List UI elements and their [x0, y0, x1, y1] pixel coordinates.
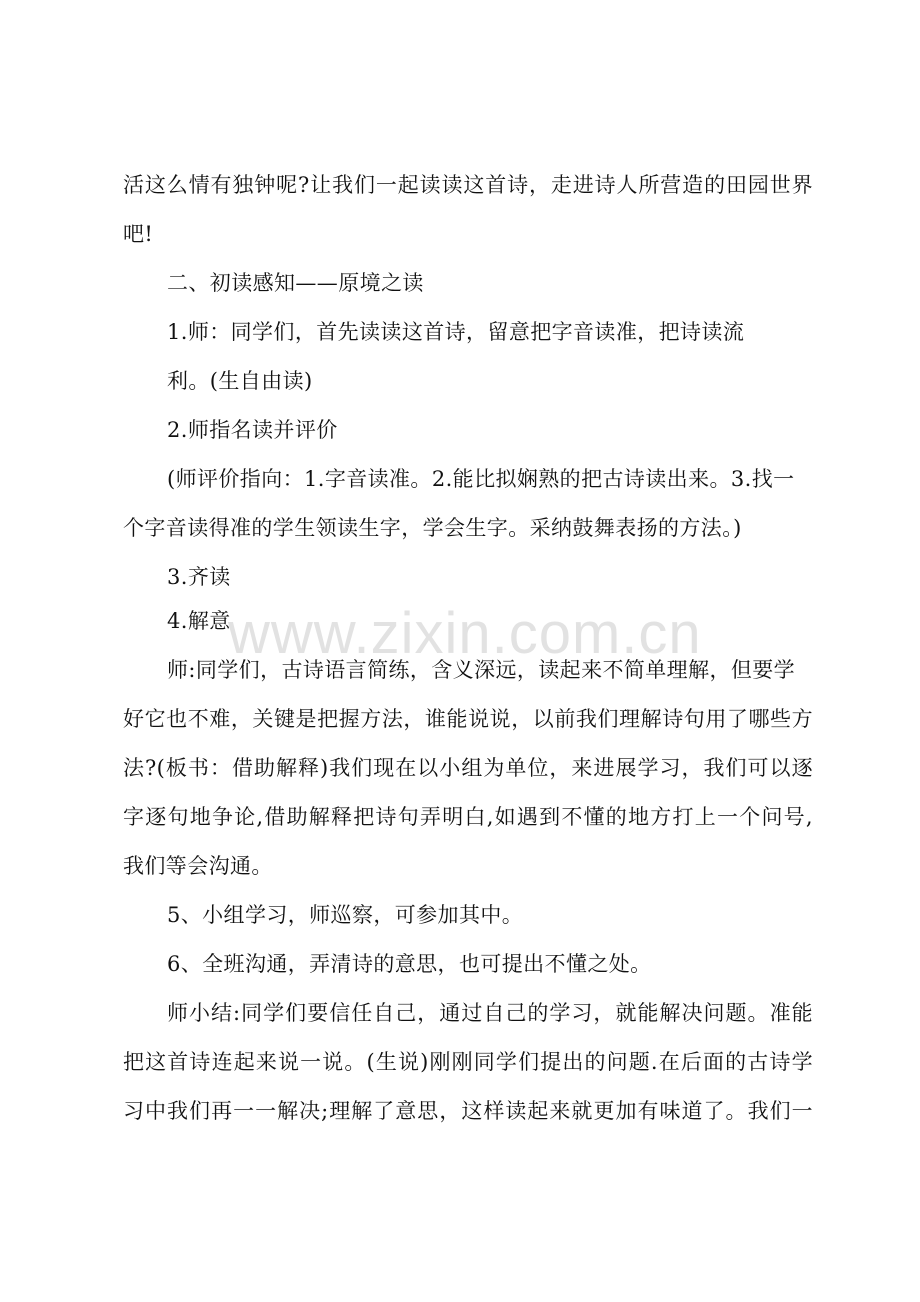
paragraph-line: 我们等会沟通。	[123, 854, 273, 878]
section-heading: 二、初读感知——原境之读	[167, 271, 424, 295]
paragraph-line: 个字音读得准的学生领读生字，学会生字。采纳鼓舞表扬的方法。)	[123, 516, 742, 540]
paragraph-line: 把这首诗连起来说一说。(生说)刚刚同学们提出的问题.在后面的古诗学	[123, 1050, 813, 1074]
paragraph-line: 3.齐读	[167, 565, 231, 589]
paragraph-line: 1.师：同学们，首先读读这首诗，留意把字音读准，把诗读流	[167, 320, 745, 344]
paragraph-line: 师:同学们，古诗语言简练，含义深远，读起来不简单理解，但要学	[167, 658, 796, 682]
paragraph-line: 2.师指名读并评价	[167, 418, 338, 442]
paragraph-line: 字逐句地争论,借助解释把诗句弄明白,如遇到不懂的地方打上一个问号,	[123, 805, 813, 829]
paragraph-line: 师小结:同学们要信任自己，通过自己的学习，就能解决问题。准能	[167, 1001, 813, 1025]
paragraph-line: 活这么情有独钟呢?让我们一起读读这首诗，走进诗人所营造的田园世界	[123, 173, 813, 197]
paragraph-line: (师评价指向：1.字音读准。2.能比拟娴熟的把古诗读出来。3.找一	[167, 467, 795, 491]
paragraph-line: 法?(板书：借助解释)我们现在以小组为单位，来进展学习，我们可以逐	[123, 756, 813, 780]
paragraph-line: 5、小组学习，师巡察，可参加其中。	[167, 903, 524, 927]
paragraph-line: 利。(生自由读)	[167, 369, 313, 393]
paragraph-line: 6、全班沟通，弄清诗的意思，也可提出不懂之处。	[167, 952, 652, 976]
watermark: www.zixin.com.cn	[228, 601, 702, 666]
paragraph-line: 吧!	[123, 222, 154, 246]
paragraph-line: 好它也不难，关键是把握方法，谁能说说，以前我们理解诗句用了哪些方	[123, 707, 813, 731]
paragraph-line: 4.解意	[167, 609, 231, 633]
paragraph-line: 习中我们再一一解决;理解了意思，这样读起来就更加有味道了。我们一	[123, 1099, 813, 1123]
